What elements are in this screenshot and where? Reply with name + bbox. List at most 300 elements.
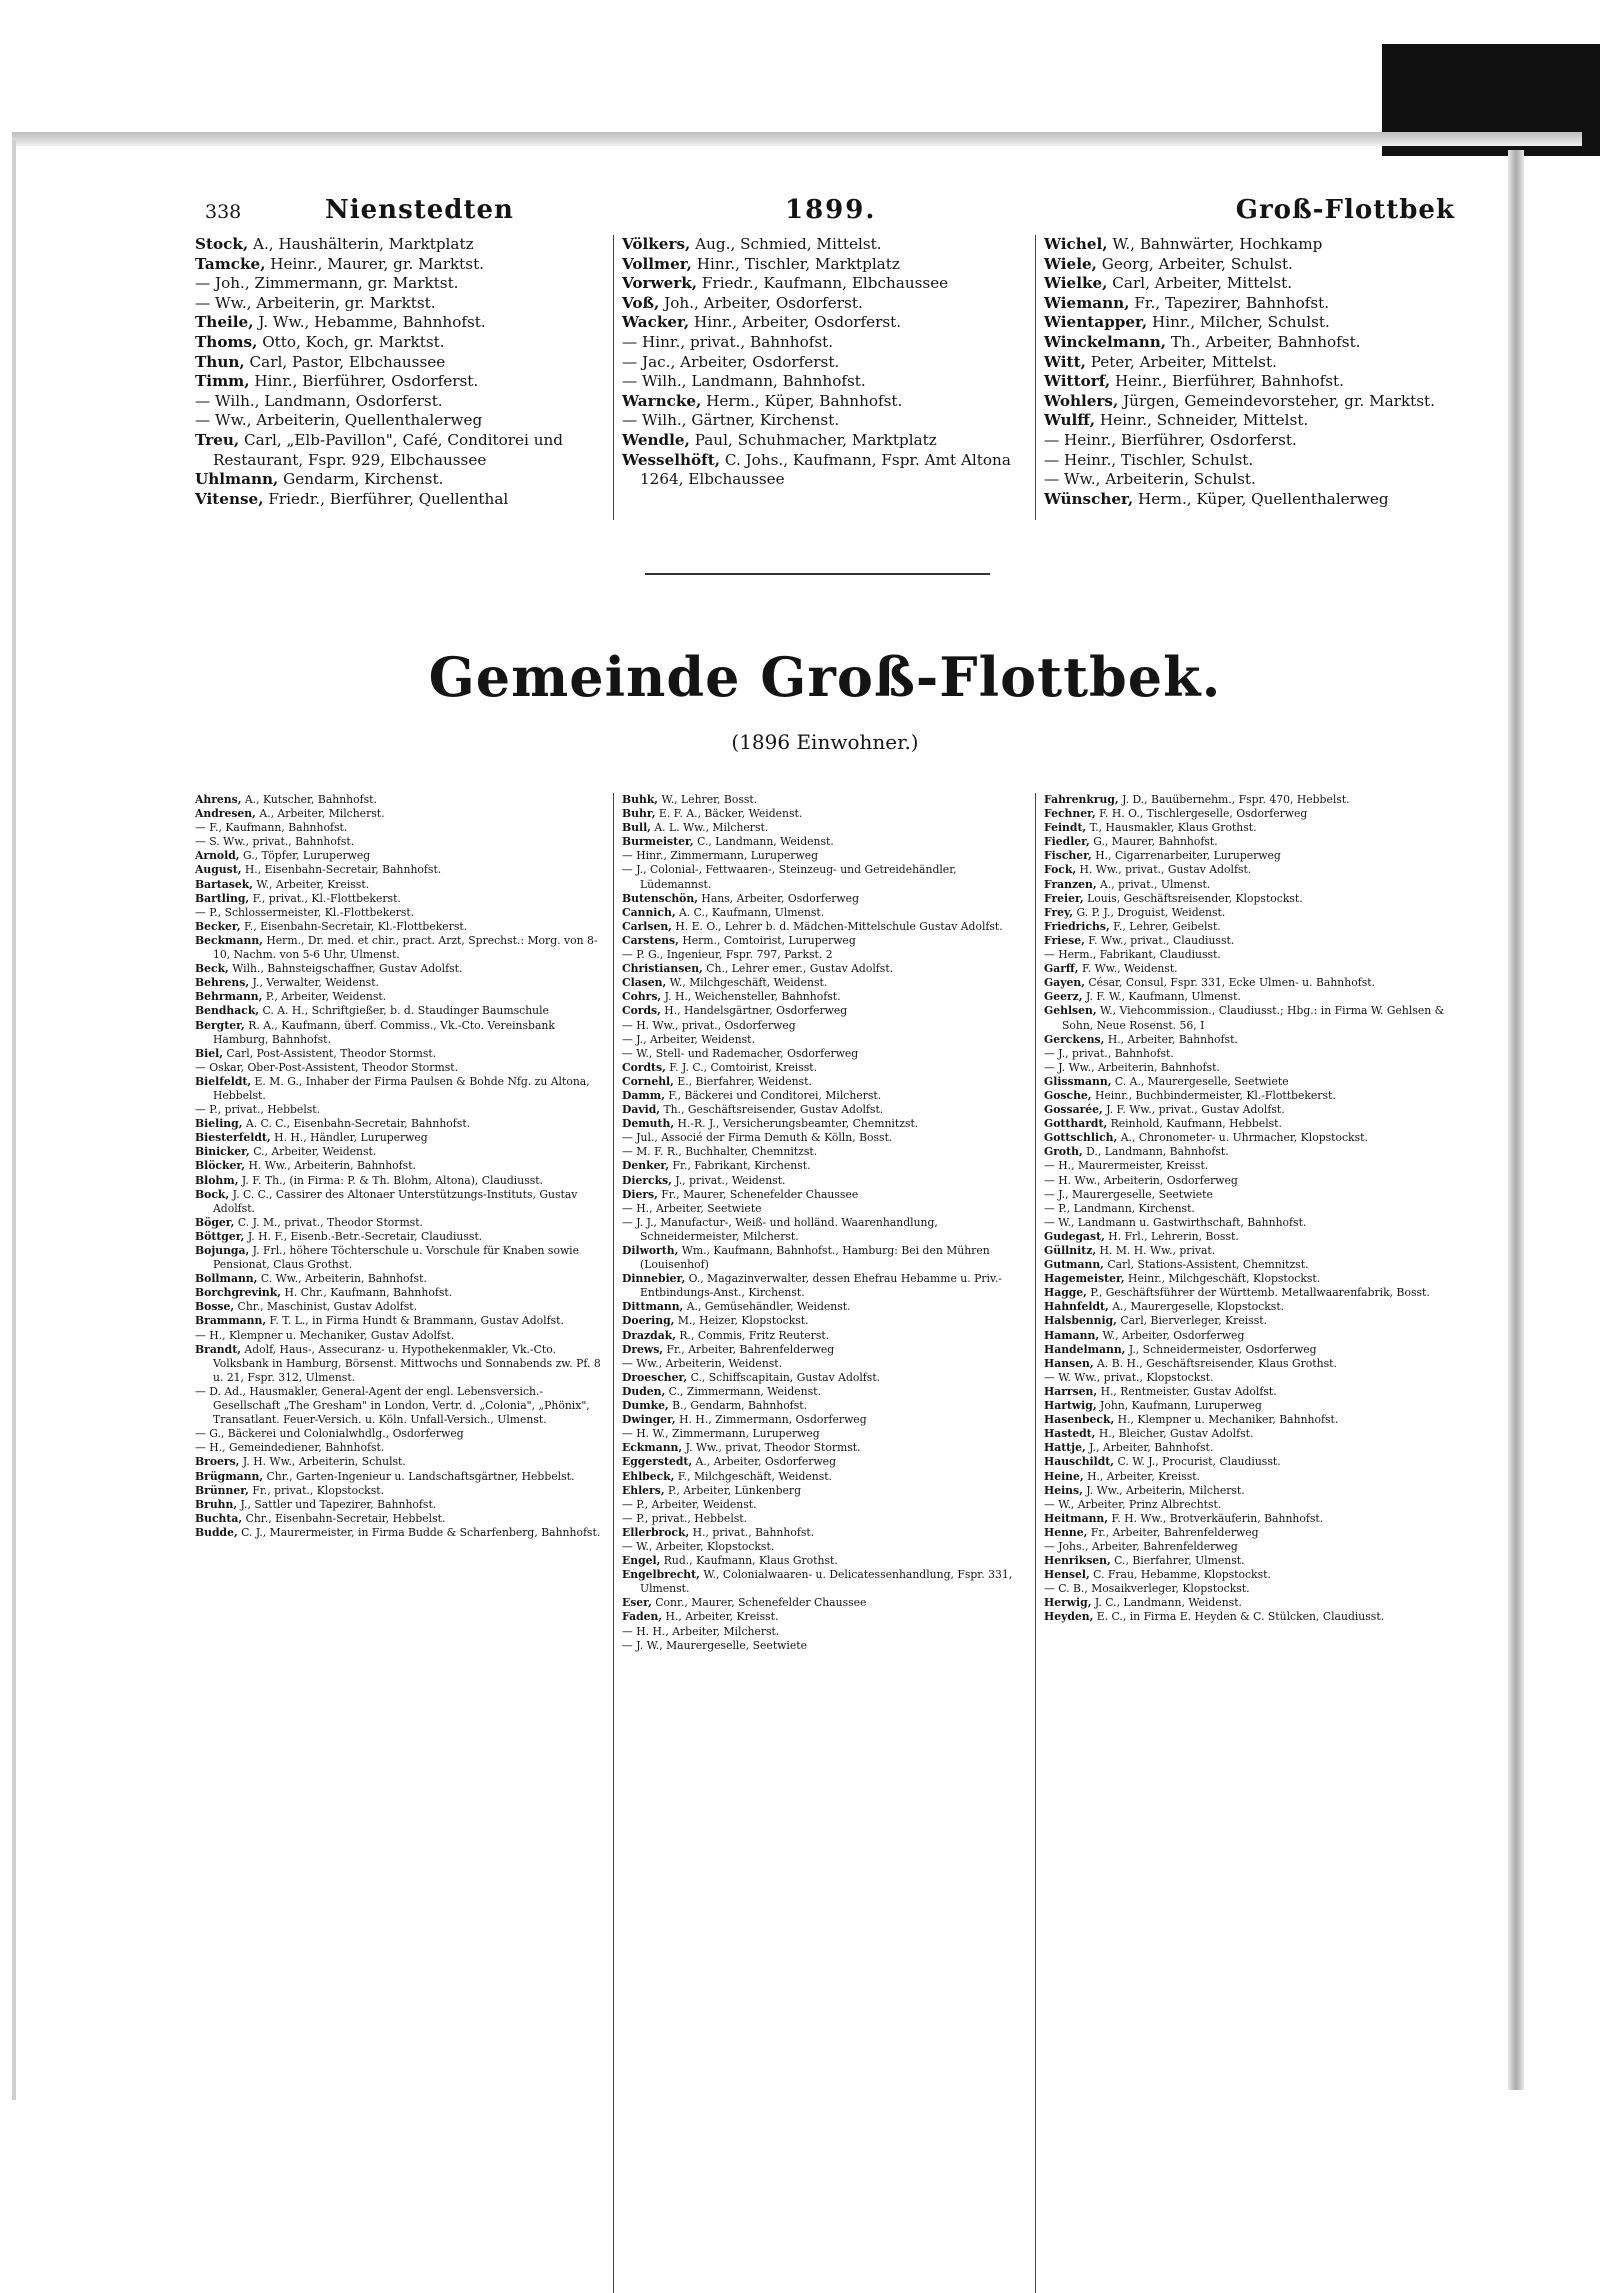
entry-details: — G., Bäckerei und Colonialwhdlg., Osdorferweg [195,1427,464,1441]
entry-details: Chr., Eisenbahn-Secretair, Hebbelst. [242,1511,446,1525]
directory-entry [622,1596,1029,1610]
directory-entry [622,821,1029,835]
directory-entry [622,235,1029,255]
directory-entry [1044,1300,1449,1314]
entry-surname: Brammann, [195,1314,267,1328]
entry-details: — Jac., Arbeiter, Osdorferst. [622,352,840,371]
entry-surname: Buhr, [622,807,656,821]
entry-details: — W., Arbeiter, Prinz Albrechtst. [1044,1497,1222,1511]
entry-details: — H. Ww., privat., Osdorferweg [622,1018,796,1032]
directory-entry [622,1131,1029,1145]
directory-entry [622,1314,1029,1328]
entry-surname: Beck, [195,962,229,976]
entry-details: E. M. G., Inhaber der Firma Paulsen & Bohde Nfg. zu Altona, Hebbelst. [213,1074,590,1102]
entry-surname: Ellerbrock, [622,1525,690,1539]
entry-surname: Bull, [622,821,651,835]
directory-entry [1044,1385,1449,1399]
entry-details: D., Landmann, Bahnhofst. [1082,1145,1229,1159]
entry-details: — J., privat., Bahnhofst. [1044,1046,1174,1060]
entry-surname: Warncke, [622,391,702,410]
entry-surname: Gayen, [1044,976,1085,990]
directory-entry [1044,1568,1449,1582]
entry-details: Adolf, Haus-, Assecuranz- u. Hypothekenmakler, Vk.-Cto. Volksbank in Hamburg, Börsenst. Mittwochs und Sonnabends zw. Pf. 8 u. 21, Fspr. 312, Ulmenst. [213,1342,601,1384]
entry-details: H., Bleicher, Gustav Adolfst. [1095,1427,1254,1441]
entry-surname: Gotthardt, [1044,1117,1108,1131]
entry-details: W., Colonialwaaren- u. Delicatessenhandlung, Fspr. 331, Ulmenst. [640,1568,1013,1596]
entry-surname: Stock, [195,235,249,253]
directory-entry [195,353,607,373]
entry-surname: Wichel, [1044,235,1108,253]
header-year: 1899. [785,195,877,225]
entry-details: C., Arbeiter, Weidenst. [249,1145,377,1159]
directory-entry [1044,1188,1449,1202]
entry-details: J. H. Ww., Arbeiterin, Schulst. [239,1455,406,1469]
entry-details: Heinr., Buchbindermeister, Kl.-Flottbekerst. [1091,1088,1336,1102]
directory-entry [195,294,607,314]
entry-details: J., privat., Weidenst. [671,1173,786,1187]
entry-details: — P., Landmann, Kirchenst. [1044,1201,1195,1215]
directory-entry [195,1512,607,1526]
entry-details: F. Ww., privat., Claudiusst. [1084,933,1235,947]
directory-entry [195,849,607,863]
entry-surname: Hartwig, [1044,1399,1097,1413]
directory-entry [622,793,1029,807]
directory-entry [195,1441,607,1455]
entry-surname: Heins, [1044,1483,1083,1497]
entry-surname: Bruhn, [195,1497,238,1511]
entry-surname: Biesterfeldt, [195,1131,271,1145]
entry-details: Otto, Koch, gr. Marktst. [257,332,445,351]
entry-surname: Theile, [195,313,254,332]
entry-surname: Bartling, [195,891,250,905]
entry-details: H., Eisenbahn-Secretair, Bahnhofst. [241,863,442,877]
entry-details: H.-R. J., Versicherungsbeamter, Chemnitzst. [674,1117,919,1131]
entry-details: Friedr., Kaufmann, Elbchaussee [697,274,949,293]
entry-details: F., Eisenbahn-Secretair, Kl.-Flottbekerst. [240,919,468,933]
entry-details: Herm., Küper, Quellenthalerweg [1133,489,1389,508]
entry-surname: Damm, [622,1088,665,1102]
entry-details: — P., Schlossermeister, Kl.-Flottbekerst. [195,905,415,919]
entry-details: — H. Ww., Arbeiterin, Osdorferweg [1044,1173,1238,1187]
directory-entry [622,1357,1029,1371]
entry-surname: Cannich, [622,905,676,919]
directory-entry [1044,1512,1449,1526]
directory-entry [195,1314,607,1328]
directory-entry [195,1216,607,1230]
entry-details: R., Commis, Fritz Reuterst. [675,1328,830,1342]
entry-details: Carl, „Elb-Pavillon", Café, Conditorei und Restaurant, Fspr. 929, Elbchaussee [213,430,563,469]
entry-details: A., Arbeiter, Osdorferweg [692,1455,836,1469]
entry-details: C., Bierfahrer, Ulmenst. [1110,1554,1245,1568]
entry-details: — W., Landmann u. Gastwirthschaft, Bahnhofst. [1044,1215,1307,1229]
directory-entry [195,990,607,1004]
entry-details: H. E. O., Lehrer b. d. Mädchen-Mittelschule Gustav Adolfst. [671,919,1003,933]
adjacent-page-fragment [1526,160,1600,2090]
entry-surname: Cohrs, [622,990,662,1004]
directory-entry [195,235,607,255]
directory-entry [1044,451,1449,471]
entry-details: — J. J., Manufactur-, Weiß- und holländ. Waarenhandlung, Schneidermeister, Milcherst. [622,1215,938,1243]
entry-details: J. H., Weichensteller, Bahnhofst. [661,990,841,1004]
entry-surname: Hensel, [1044,1568,1090,1582]
directory-entry [622,1484,1029,1498]
entry-details: C. Frau, Hebamme, Klopstockst. [1089,1568,1271,1582]
directory-entry [622,1498,1029,1512]
entry-details: B., Gendarm, Bahnhofst. [668,1399,808,1413]
directory-entry [622,1441,1029,1455]
directory-entry [195,1188,607,1216]
directory-entry [1044,274,1449,294]
directory-entry [1044,1413,1449,1427]
entry-surname: Hattje, [1044,1441,1086,1455]
entry-details: Georg, Arbeiter, Schulst. [1096,254,1293,273]
directory-entry [195,1230,607,1244]
directory-entry [622,353,1029,373]
page-number: 338 [205,201,242,223]
directory-entry [622,892,1029,906]
entry-surname: Duden, [622,1384,666,1398]
entry-details: Carl, Stations-Assistent, Chemnitzst. [1103,1258,1309,1272]
entry-surname: Geerz, [1044,990,1083,1004]
directory-entry [195,920,607,934]
directory-entry [195,793,607,807]
directory-entry [195,1103,607,1117]
entry-surname: Harrsen, [1044,1384,1098,1398]
entry-details: E. F. A., Bäcker, Weidenst. [655,807,803,821]
entry-surname: Güllnitz, [1044,1244,1097,1257]
entry-surname: Gehlsen, [1044,1004,1097,1018]
directory-entry [622,1540,1029,1554]
entry-details: H., Handelsgärtner, Osdorferweg [660,1004,848,1018]
entry-surname: Friedrichs, [1044,919,1110,933]
entry-details: — W. Ww., privat., Klopstockst. [1044,1370,1214,1384]
directory-entry [1044,1159,1449,1173]
entry-surname: Böttger, [195,1229,245,1243]
directory-entry [1044,934,1449,948]
section-divider [645,573,990,575]
entry-surname: Bendhack, [195,1004,260,1018]
entry-details: Heinr., Schneider, Mittelst. [1095,411,1309,430]
entry-details: Conr., Maurer, Schenefelder Chaussee [651,1596,867,1610]
entry-details: J. F. Th., (in Firma: P. & Th. Blohm, Altona), Claudiusst. [238,1173,544,1187]
entry-surname: Biel, [195,1046,223,1060]
entry-details: F., Bäckerei und Conditorei, Milcherst. [664,1088,882,1102]
entry-surname: Behrens, [195,976,250,990]
entry-details: Carl, Bierverleger, Kreisst. [1116,1314,1268,1328]
page-header [195,195,1455,231]
directory-entry [622,451,1029,490]
entry-surname: Gottschlich, [1044,1131,1118,1145]
entry-details: H. Chr., Kaufmann, Bahnhofst. [281,1286,453,1300]
directory-entry [622,392,1029,412]
directory-entry [195,274,607,294]
entry-surname: Droescher, [622,1370,688,1384]
entry-surname: David, [622,1103,661,1117]
entry-surname: Wiele, [1044,254,1097,273]
directory-entry [622,411,1029,431]
entry-surname: Frey, [1044,905,1074,919]
directory-entry [1044,1540,1449,1554]
entry-surname: Dilworth, [622,1244,679,1257]
entry-details: H., Klempner u. Mechaniker, Bahnhofst. [1114,1413,1339,1427]
directory-entry [622,1033,1029,1047]
entry-surname: Dinnebier, [622,1272,686,1286]
directory-entry [622,431,1029,451]
top-column-2 [613,235,1035,520]
directory-entry [622,1188,1029,1202]
entry-surname: Fock, [1044,863,1077,877]
entry-details: Herm., Küper, Bahnhofst. [701,391,903,410]
entry-details: J., Arbeiter, Bahnhofst. [1085,1441,1214,1455]
entry-surname: Engel, [622,1554,661,1568]
entry-details: — H., Maurermeister, Kreisst. [1044,1159,1209,1173]
directory-entry [195,892,607,906]
directory-entry [622,1004,1029,1018]
entry-details: — J. Ww., Arbeiterin, Bahnhofst. [1044,1060,1220,1074]
directory-entry [1044,1484,1449,1498]
entry-details: F. T. L., in Firma Hundt & Brammann, Gustav Adolfst. [266,1314,564,1328]
directory-entry [195,1300,607,1314]
directory-entry [195,333,607,353]
directory-entry [1044,835,1449,849]
entry-details: Chr., Garten-Ingenieur u. Landschaftsgärtner, Hebbelst. [263,1469,575,1483]
entry-details: A., Kutscher, Bahnhofst. [241,793,377,806]
entry-details: H., Cigarrenarbeiter, Luruperweg [1091,849,1281,863]
entry-surname: Wittorf, [1044,372,1111,391]
directory-entry [195,1484,607,1498]
directory-entry [622,1300,1029,1314]
entry-details: A., Haushälterin, Marktplatz [248,235,474,253]
entry-details: — Ww., Arbeiterin, Quellenthalerweg [195,411,483,430]
directory-entry [195,372,607,392]
directory-entry [1044,878,1449,892]
book-gutter [1508,150,1524,2090]
entry-details: C., Schiffscapitain, Gustav Adolfst. [687,1370,881,1384]
directory-entry [1044,1554,1449,1568]
entry-surname: Gossarée, [1044,1103,1103,1117]
directory-entry [1044,1582,1449,1596]
entry-surname: Glissmann, [1044,1074,1112,1088]
directory-entry [1044,353,1449,373]
entry-details: — Hinr., Zimmermann, Luruperweg [622,849,818,863]
entry-details: A. C. C., Eisenbahn-Secretair, Bahnhofst. [242,1117,471,1131]
directory-entry [622,1371,1029,1385]
entry-details: Louis, Geschäftsreisender, Klopstockst. [1083,891,1303,905]
entry-details: J. C. C., Cassirer des Altonaer Unterstützungs-Instituts, Gustav Adolfst. [213,1187,578,1215]
entry-surname: Burmeister, [622,835,694,849]
entry-details: — W., Arbeiter, Klopstockst. [622,1539,775,1553]
top-column-1 [195,235,613,520]
entry-details: F. H. O., Tischlergeselle, Osdorferweg [1095,807,1308,821]
directory-entry [195,1498,607,1512]
directory-entry [1044,1610,1449,1624]
directory-entry [622,1470,1029,1484]
entry-details: Fr., Arbeiter, Bahrenfelderweg [663,1342,835,1356]
entry-details: Gendarm, Kirchenst. [278,470,444,489]
entry-surname: Becker, [195,919,241,933]
directory-entry [1044,313,1449,333]
entry-surname: Wientapper, [1044,313,1148,332]
directory-entry [195,1174,607,1188]
entry-surname: Dittmann, [622,1300,684,1314]
entry-surname: Timm, [195,372,250,391]
entry-details: C. J., Maurermeister, in Firma Budde & Scharfenberg, Bahnhofst. [237,1525,601,1539]
entry-details: W., Bahnwärter, Hochkamp [1107,235,1323,253]
directory-entry [195,1526,607,1540]
entry-details: — J. W., Maurergeselle, Seetwiete [622,1638,807,1652]
entry-surname: Heitmann, [1044,1511,1109,1525]
directory-entry [1044,1272,1449,1286]
entry-details: C., Zimmermann, Weidenst. [665,1384,821,1398]
entry-details: M., Heizer, Klopstockst. [674,1314,809,1328]
bottom-column-2 [613,793,1035,2293]
entry-details: — H. H., Arbeiter, Milcherst. [622,1624,780,1638]
entry-details: A., Chronometer- u. Uhrmacher, Klopstockst. [1117,1131,1368,1145]
directory-entry [195,962,607,976]
directory-entry [195,807,607,821]
directory-entry [622,849,1029,863]
entry-surname: Buhk, [622,793,659,806]
directory-entry [622,920,1029,934]
directory-entry [1044,1216,1449,1230]
entry-details: — J., Maurergeselle, Seetwiete [1044,1187,1213,1201]
entry-details: Herm., Dr. med. et chir., pract. Arzt, Sprechst.: Morg. von 8-10, Nachm. von 5-6 Uhr, Ulmenst. [213,933,598,962]
entry-details: W., Arbeiter, Kreisst. [252,877,370,891]
directory-entry [622,372,1029,392]
directory-entry [622,906,1029,920]
entry-surname: Feindt, [1044,821,1087,835]
entry-details: C. J. M., privat., Theodor Stormst. [234,1215,423,1229]
entry-details: Joh., Arbeiter, Osdorferst. [659,293,863,312]
entry-details: — Oskar, Ober-Post-Assistent, Theodor Stormst. [195,1060,459,1074]
directory-entry [622,1554,1029,1568]
entry-details: Paul, Schuhmacher, Marktplatz [689,430,937,449]
entry-surname: Völkers, [622,235,691,253]
entry-surname: Wiemann, [1044,293,1130,312]
entry-details: A., privat., Ulmenst. [1096,877,1211,891]
entry-surname: Henriksen, [1044,1554,1111,1568]
directory-entry [622,294,1029,314]
entry-surname: Andresen, [195,807,256,821]
bottom-entry-columns [195,793,1455,2293]
entry-details: Wm., Kaufmann, Bahnhofst., Hamburg: Bei den Mühren (Louisenhof) [640,1244,990,1272]
entry-details: Reinhold, Kaufmann, Hebbelst. [1107,1117,1282,1131]
directory-entry [1044,863,1449,877]
directory-entry [1044,990,1449,1004]
entry-details: John, Kaufmann, Luruperweg [1096,1399,1262,1413]
directory-entry [1044,1314,1449,1328]
directory-entry [622,1385,1029,1399]
entry-details: Th., Geschäftsreisender, Gustav Adolfst. [660,1103,884,1117]
entry-details: A. B. H., Geschäftsreisender, Klaus Grothst. [1093,1356,1337,1370]
entry-surname: Brünner, [195,1483,249,1497]
directory-entry [1044,1047,1449,1061]
directory-entry [1044,962,1449,976]
entry-details: F., privat., Kl.-Flottbekerst. [249,891,401,905]
entry-surname: Denker, [622,1159,670,1173]
entry-details: — C. B., Mosaikverleger, Klopstockst. [1044,1582,1250,1596]
entry-surname: Wendle, [622,430,690,449]
entry-surname: Freier, [1044,891,1084,905]
entry-details: Fr., Arbeiter, Bahrenfelderweg [1087,1525,1259,1539]
directory-entry [195,411,607,431]
entry-surname: Carstens, [622,933,679,947]
entry-surname: Fahrenkrug, [1044,793,1119,806]
directory-entry [622,1413,1029,1427]
directory-entry [622,1610,1029,1624]
entry-surname: Broers, [195,1455,240,1469]
section-title: Gemeinde Groß-Flottbek. [428,645,1222,709]
entry-details: — Ww., Arbeiterin, Weidenst. [622,1356,783,1370]
directory-entry [195,863,607,877]
directory-entry [622,1639,1029,1653]
entry-details: H., Arbeiter, Kreisst. [662,1610,779,1624]
entry-details: Heinr., Bierführer, Bahnhofst. [1110,372,1344,391]
section-subtitle: (1896 Einwohner.) [731,730,919,754]
entry-details: Hinr., Bierführer, Osdorferst. [249,372,479,391]
entry-details: Hans, Arbeiter, Osdorferweg [698,891,859,905]
bottom-column-3 [1035,793,1455,2293]
directory-entry [195,1470,607,1484]
directory-entry [622,1159,1029,1173]
directory-entry [1044,235,1449,255]
entry-details: H. H., Zimmermann, Osdorferweg [675,1413,867,1427]
entry-details: Carl, Pastor, Elbchaussee [244,352,446,371]
entry-details: J., Verwalter, Weidenst. [249,976,379,990]
entry-surname: Gudegast, [1044,1229,1105,1243]
entry-surname: Groth, [1044,1145,1083,1159]
directory-entry [622,1047,1029,1061]
entry-surname: Drazdak, [622,1328,676,1342]
entry-details: — Ww., Arbeiterin, Schulst. [1044,470,1256,489]
directory-entry [1044,1498,1449,1512]
entry-details: — Ww., Arbeiterin, gr. Marktst. [195,293,436,312]
directory-entry [622,990,1029,1004]
entry-details: A. L. Ww., Milcherst. [650,821,769,835]
directory-entry [1044,1329,1449,1343]
directory-entry [1044,906,1449,920]
entry-details: P., Arbeiter, Lünkenberg [664,1483,801,1497]
entry-surname: Witt, [1044,352,1086,371]
entry-details: J. Ww., Arbeiterin, Milcherst. [1082,1483,1245,1497]
directory-entry [1044,1061,1449,1075]
directory-entry [622,274,1029,294]
directory-entry [195,1145,607,1159]
entry-details: Ch., Lehrer emer., Gustav Adolfst. [702,962,894,976]
entry-details: — F., Kaufmann, Bahnhofst. [195,821,348,835]
entry-surname: Faden, [622,1610,663,1624]
directory-entry [622,313,1029,333]
entry-surname: Wünscher, [1044,489,1134,508]
entry-surname: Winckelmann, [1044,332,1167,351]
entry-details: A. C., Kaufmann, Ulmenst. [675,905,825,919]
directory-entry [622,1244,1029,1272]
directory-entry [1044,1441,1449,1455]
header-right-title: Groß-Flottbek [1235,195,1455,225]
entry-surname: Friese, [1044,933,1085,947]
directory-entry [195,934,607,962]
directory-entry [622,1117,1029,1131]
entry-surname: Bosse, [195,1300,235,1314]
entry-details: — H., Klempner u. Mechaniker, Gustav Adolfst. [195,1328,455,1342]
entry-surname: Butenschön, [622,891,698,905]
directory-entry [195,1427,607,1441]
directory-entry [622,1061,1029,1075]
directory-entry [1044,1174,1449,1188]
entry-surname: Carlsen, [622,919,672,933]
entry-surname: Buchta, [195,1511,243,1525]
entry-details: R. A., Kaufmann, überf. Commiss., Vk.-Cto. Vereinsbank Hamburg, Bahnhofst. [213,1018,555,1046]
